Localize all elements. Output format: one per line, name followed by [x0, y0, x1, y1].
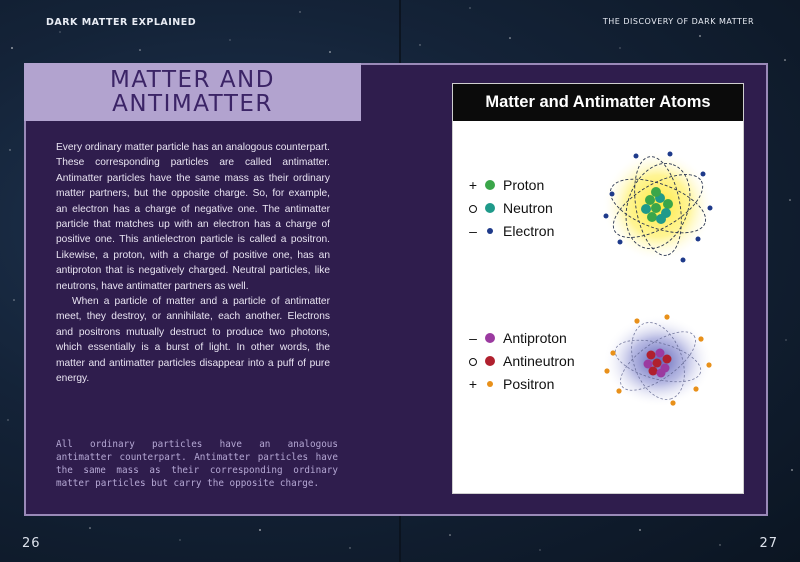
- page-number-right: 27: [759, 536, 778, 551]
- section-title-line2: ANTIMATTER: [112, 91, 273, 117]
- legend-item-positron: [467, 375, 554, 393]
- sign-plus: +: [468, 376, 478, 392]
- antiproton-dot-icon: [485, 333, 495, 343]
- antimatter-atom-illustration: [601, 309, 716, 409]
- legend-label: Electron: [503, 223, 555, 239]
- figure-caption: All ordinary particles have an analogous antimatter counterpart. Antimatter particles have the same mass as their corresponding ordinary matter particles but carry the opposite charge.: [56, 439, 338, 489]
- sign-plus: +: [468, 177, 478, 193]
- legend-item-electron: [467, 222, 554, 240]
- page-number-left: 26: [22, 536, 41, 551]
- section-title: [24, 68, 361, 116]
- body-text: [56, 140, 330, 387]
- sign-minus: –: [469, 223, 477, 239]
- legend-label: Antineutron: [503, 353, 575, 369]
- legend-item-antiproton: [467, 329, 567, 347]
- running-head-right: THE DISCOVERY OF DARK MATTER: [602, 17, 754, 26]
- legend-label: Proton: [503, 177, 545, 193]
- body-paragraph-1: Every ordinary matter particle has an analogous counterpart. These corresponding particles are called antimatter. Antimatter particles have the same mass as their ordinary matter partners, but the opposite charge. So, for example, an electron has a charge of negative one. The antimatter particle that matches up with an electron has a charge of positive one. This antielectron particle is called a positron. Likewise, a proton, with a charge of positive one, has an antiproton that is negatively charged. Neutral particles, like neutrons, have antimatter partners as well.: [56, 142, 330, 292]
- sign-minus: –: [469, 330, 477, 346]
- neutron-dot-icon: [485, 203, 495, 213]
- section-title-line1: MATTER AND: [110, 67, 275, 93]
- antineutron-dot-icon: [485, 356, 495, 366]
- atoms-figure: [452, 83, 744, 494]
- legend-label: Antiproton: [503, 330, 567, 346]
- legend-item-antineutron: [467, 352, 575, 370]
- electron-dot-icon: [487, 228, 493, 234]
- matter-atom-illustration: [598, 144, 718, 269]
- sign-neutral: [467, 200, 479, 216]
- body-paragraph-2: When a particle of matter and a particle of antimatter meet, they destroy, or annihilate, each another. Electrons and positrons mutually destruct to produce two photons, which essentially is a burst of light. In other words, the matter and antimatter particles disappear into a puff of pure energy.: [56, 296, 330, 385]
- figure-title: Matter and Antimatter Atoms: [453, 84, 743, 121]
- proton-dot-icon: [485, 180, 495, 190]
- positron-dot-icon: [487, 381, 493, 387]
- legend-label: Positron: [503, 376, 555, 392]
- legend-item-proton: [467, 176, 544, 194]
- legend-label: Neutron: [503, 200, 553, 216]
- sign-neutral: [467, 353, 479, 369]
- running-head-left: DARK MATTER EXPLAINED: [46, 17, 197, 28]
- legend-item-neutron: [467, 199, 553, 217]
